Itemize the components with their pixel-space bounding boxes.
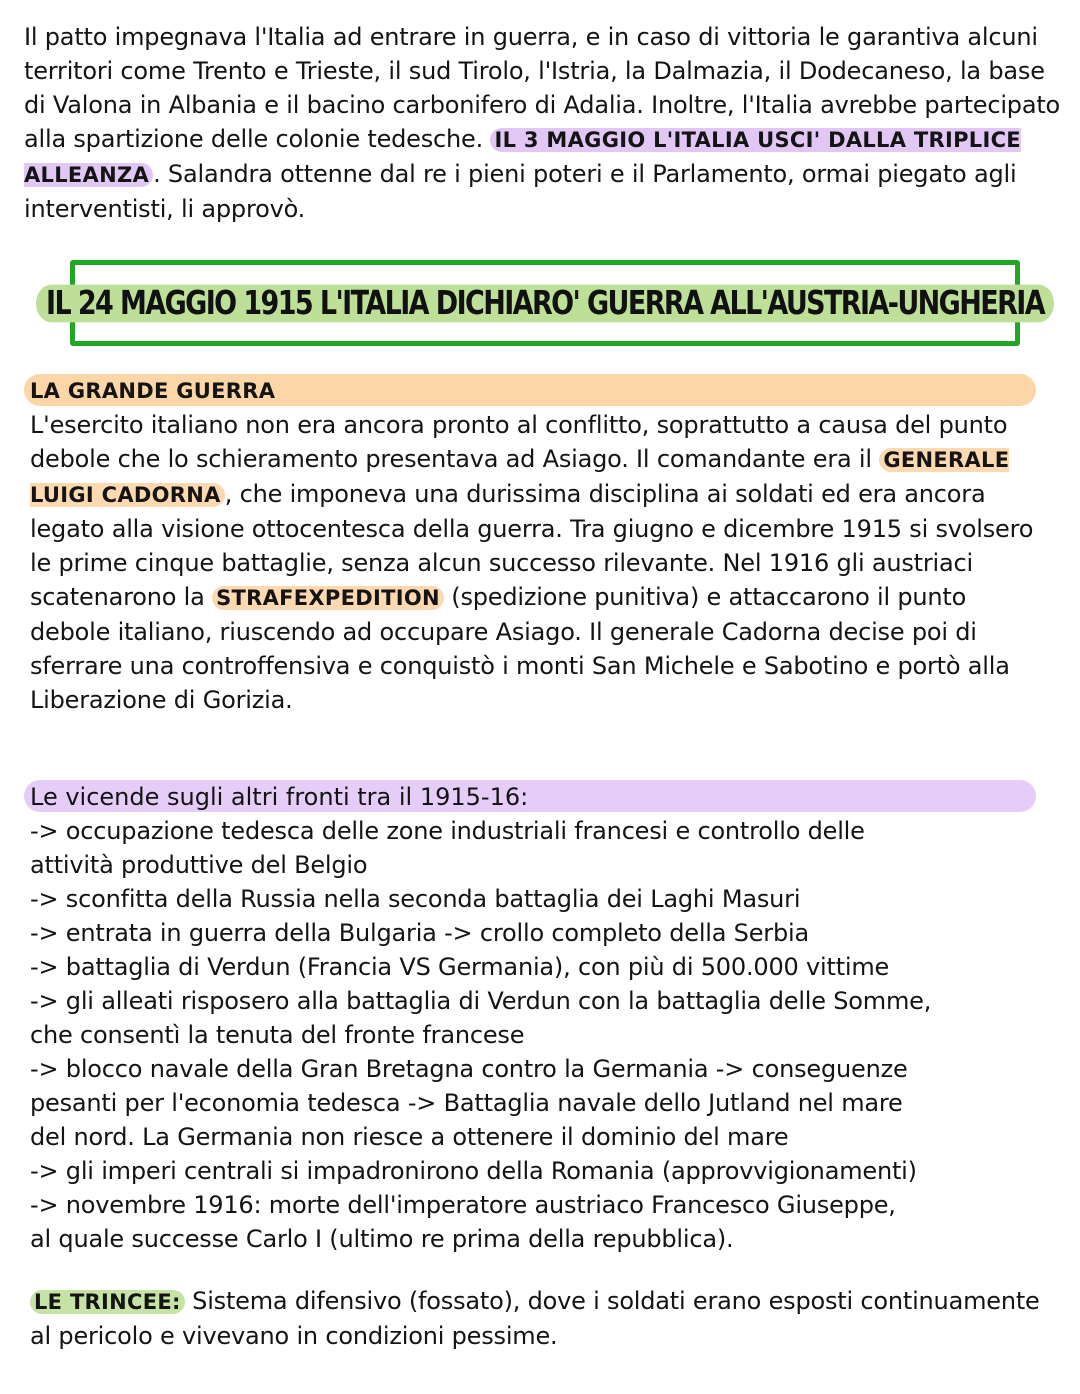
grande-guerra-text-c: (spedizione punitiva) e attaccarono il punto debole italiano, riuscendo ad occupare Asiago. Il generale Cadorna decise poi di sferrare una controffensiva e conquistò i monti San Michele e Sabotino e portò alla Liberazione di Gorizia. [30, 583, 1010, 714]
section-title-trincee: LE TRINCEE: [30, 1290, 185, 1314]
headline-text: IL 24 MAGGIO 1915 L'ITALIA DICHIARO' GUERRA ALL'AUSTRIA-UNGHERIA [36, 284, 1054, 322]
intro-text-b: . Salandra ottenne dal re i pieni poteri e il Parlamento, ormai piegato agli interventisti, li approvò. [24, 160, 1017, 223]
list-item: -> sconfitta della Russia nella seconda battaglia dei Laghi Masuri [30, 885, 801, 913]
section-title-grande-guerra: LA GRANDE GUERRA [30, 379, 276, 403]
highlight-strafexpedition: STRAFEXPEDITION [212, 586, 444, 610]
list-item: -> novembre 1916: morte dell'imperatore austriaco Francesco Giuseppe, [30, 1191, 896, 1219]
headline-box [46, 260, 1044, 346]
list-item: che consentì la tenuta del fronte francese [30, 1021, 525, 1049]
list-item: -> blocco navale della Gran Bretagna contro la Germania -> conseguenze [30, 1055, 908, 1083]
intro-paragraph [24, 20, 1064, 226]
trincee-paragraph [30, 1284, 1050, 1353]
list-item: -> gli alleati risposero alla battaglia di Verdun con la battaglia delle Somme, [30, 987, 932, 1015]
list-item: -> occupazione tedesca delle zone industriali francesi e controllo delle [30, 817, 865, 845]
grande-guerra-paragraph [30, 408, 1050, 717]
list-item: del nord. La Germania non riesce a ottenere il dominio del mare [30, 1123, 789, 1151]
trincee-text: Sistema difensivo (fossato), dove i soldati erano esposti continuamente al pericolo e vivevano in condizioni pessime. [30, 1287, 1040, 1350]
highlight-generale-cadorna: GENERALE LUIGI CADORNA [30, 448, 1010, 507]
list-item: pesanti per l'economia tedesca -> Battaglia navale dello Jutland nel mare [30, 1089, 903, 1117]
section-title-altri-fronti: Le vicende sugli altri fronti tra il 1915-16: [30, 783, 529, 811]
highlight-triplice-alleanza: IL 3 MAGGIO L'ITALIA USCI' DALLA TRIPLICE ALLEANZA [24, 128, 1021, 187]
list-item: -> battaglia di Verdun (Francia VS Germania), con più di 500.000 vittime [30, 953, 890, 981]
list-item: al quale successe Carlo I (ultimo re prima della repubblica). [30, 1225, 734, 1253]
grande-guerra-text-b: , che imponeva una durissima disciplina ai soldati ed era ancora legato alla visione ottocentesca della guerra. Tra giugno e dicembre 1915 si svolsero le prime cinque battaglie, senza alcun successo rilevante. Nel 1916 gli austriaci scatenarono la [30, 480, 1034, 611]
grande-guerra-text-a: L'esercito italiano non era ancora pronto al conflitto, soprattutto a causa del punto debole che lo schieramento presentava ad Asiago. Il comandante era il [30, 411, 1008, 473]
intro-text-a: Il patto impegnava l'Italia ad entrare in guerra, e in caso di vittoria le garantiva alcuni territori come Trento e Trieste, il sud Tirolo, l'Istria, la Dalmazia, il Dodecaneso, la base di Valona in Albania e il bacino carbonifero di Adalia. Inoltre, l'Italia avrebbe partecipato alla spartizione delle colonie tedesche. [24, 23, 1061, 153]
list-item: -> entrata in guerra della Bulgaria -> crollo completo della Serbia [30, 919, 809, 947]
list-item: attività produttive del Belgio [30, 851, 368, 879]
list-item: -> gli imperi centrali si impadronirono della Romania (approvvigionamenti) [30, 1157, 917, 1185]
altri-fronti-list [30, 814, 1050, 1256]
